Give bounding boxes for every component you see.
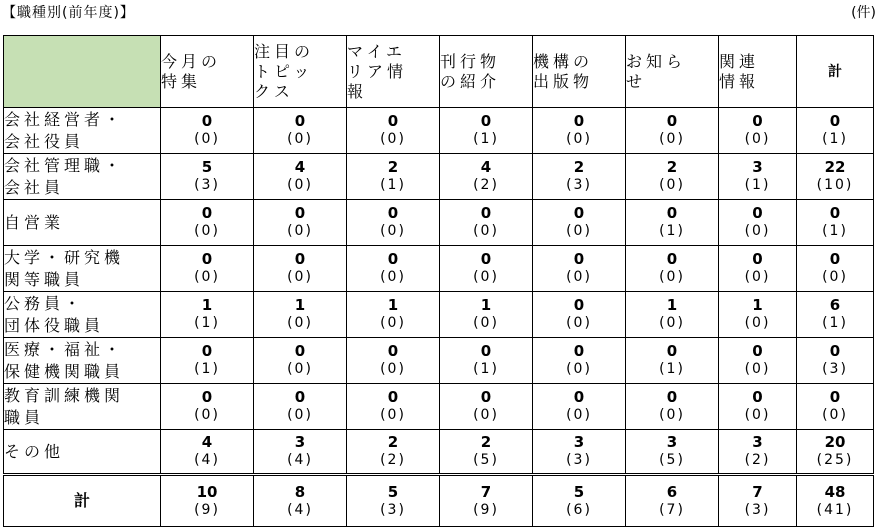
previous-count: (0) bbox=[744, 131, 771, 147]
row-label: 公務員・ 団体役職員 bbox=[4, 292, 161, 338]
row-label: 医療・福祉・ 保健機関職員 bbox=[4, 338, 161, 384]
current-count: 0 bbox=[387, 204, 399, 222]
previous-count: (0) bbox=[822, 407, 848, 423]
current-count: 1 bbox=[752, 296, 763, 314]
current-count: 2 bbox=[666, 158, 678, 176]
current-count: 6 bbox=[666, 482, 678, 501]
previous-count: (1) bbox=[380, 177, 406, 193]
data-cell bbox=[797, 338, 874, 384]
previous-count: (1) bbox=[473, 361, 499, 377]
row-label: 教育訓練機関 職員 bbox=[4, 384, 161, 430]
data-cell bbox=[161, 108, 254, 154]
current-count: 0 bbox=[829, 342, 841, 360]
data-cell bbox=[533, 246, 626, 292]
table-row bbox=[4, 338, 874, 384]
current-count: 0 bbox=[294, 204, 306, 222]
data-cell bbox=[533, 108, 626, 154]
current-count: 0 bbox=[829, 112, 841, 130]
current-count: 0 bbox=[752, 204, 763, 222]
row-label: その他 bbox=[4, 430, 161, 475]
previous-count: (6) bbox=[566, 501, 592, 518]
previous-count: (0) bbox=[744, 223, 771, 239]
column-header: 今月の 特集 bbox=[161, 36, 254, 108]
total-row-label: 計 bbox=[4, 475, 161, 527]
current-count: 0 bbox=[829, 204, 841, 222]
data-cell bbox=[533, 430, 626, 475]
previous-count: (41) bbox=[816, 501, 854, 518]
current-count: 2 bbox=[573, 158, 585, 176]
previous-count: (1) bbox=[659, 361, 685, 377]
previous-count: (0) bbox=[287, 315, 313, 331]
data-cell bbox=[440, 384, 533, 430]
data-cell bbox=[797, 108, 874, 154]
data-cell bbox=[161, 200, 254, 246]
previous-count: (1) bbox=[659, 223, 685, 239]
table-row bbox=[4, 108, 874, 154]
current-count: 0 bbox=[666, 250, 678, 268]
current-count: 4 bbox=[201, 433, 213, 451]
data-cell bbox=[254, 154, 347, 200]
row-label: 会社経営者・ 会社役員 bbox=[4, 108, 161, 154]
previous-count: (3) bbox=[380, 501, 406, 518]
table-row bbox=[4, 154, 874, 200]
previous-count: (5) bbox=[473, 452, 499, 468]
current-count: 0 bbox=[201, 388, 213, 406]
previous-count: (4) bbox=[287, 501, 313, 518]
previous-count: (0) bbox=[566, 407, 592, 423]
previous-count: (0) bbox=[380, 269, 406, 285]
previous-count: (2) bbox=[380, 452, 406, 468]
data-cell bbox=[719, 430, 797, 475]
current-count: 0 bbox=[752, 112, 763, 130]
previous-count: (10) bbox=[816, 177, 854, 193]
data-cell bbox=[161, 430, 254, 475]
data-cell bbox=[533, 384, 626, 430]
data-cell bbox=[254, 108, 347, 154]
current-count: 0 bbox=[829, 250, 841, 268]
previous-count: (0) bbox=[473, 269, 499, 285]
current-count: 1 bbox=[294, 296, 306, 314]
data-cell bbox=[719, 292, 797, 338]
previous-count: (0) bbox=[380, 407, 406, 423]
current-count: 0 bbox=[201, 204, 213, 222]
previous-count: (25) bbox=[816, 452, 854, 468]
previous-count: (0) bbox=[287, 361, 313, 377]
previous-count: (3) bbox=[566, 177, 592, 193]
data-cell bbox=[440, 200, 533, 246]
current-count: 20 bbox=[824, 433, 846, 451]
data-cell bbox=[347, 292, 440, 338]
current-count: 1 bbox=[666, 296, 678, 314]
current-count: 0 bbox=[573, 388, 585, 406]
current-count: 4 bbox=[294, 158, 306, 176]
header-row bbox=[4, 36, 874, 108]
data-cell bbox=[254, 200, 347, 246]
previous-count: (0) bbox=[287, 223, 313, 239]
previous-count: (0) bbox=[566, 131, 592, 147]
previous-count: (0) bbox=[473, 407, 499, 423]
current-count: 0 bbox=[201, 112, 213, 130]
previous-count: (1) bbox=[194, 315, 220, 331]
table-row bbox=[4, 430, 874, 475]
data-cell bbox=[440, 154, 533, 200]
data-cell bbox=[161, 475, 254, 527]
previous-count: (0) bbox=[287, 407, 313, 423]
current-count: 0 bbox=[573, 296, 585, 314]
previous-count: (1) bbox=[473, 131, 499, 147]
data-cell bbox=[347, 384, 440, 430]
previous-count: (0) bbox=[659, 269, 685, 285]
previous-count: (9) bbox=[194, 501, 220, 518]
current-count: 0 bbox=[480, 388, 492, 406]
data-cell bbox=[626, 338, 719, 384]
data-cell bbox=[347, 430, 440, 475]
previous-count: (0) bbox=[659, 177, 685, 193]
data-cell bbox=[797, 430, 874, 475]
previous-count: (1) bbox=[822, 131, 848, 147]
previous-count: (0) bbox=[194, 223, 220, 239]
data-cell bbox=[626, 200, 719, 246]
current-count: 2 bbox=[387, 158, 399, 176]
previous-count: (1) bbox=[194, 361, 220, 377]
previous-count: (0) bbox=[194, 269, 220, 285]
data-cell bbox=[626, 384, 719, 430]
table-row bbox=[4, 246, 874, 292]
statistics-table bbox=[3, 35, 874, 527]
data-cell bbox=[626, 108, 719, 154]
data-cell bbox=[797, 384, 874, 430]
table-row bbox=[4, 384, 874, 430]
data-cell bbox=[347, 200, 440, 246]
current-count: 8 bbox=[294, 482, 306, 501]
data-cell bbox=[440, 108, 533, 154]
data-cell bbox=[797, 475, 874, 527]
current-count: 3 bbox=[573, 433, 585, 451]
current-count: 0 bbox=[294, 250, 306, 268]
data-cell bbox=[626, 292, 719, 338]
data-cell bbox=[719, 154, 797, 200]
data-cell bbox=[719, 200, 797, 246]
current-count: 22 bbox=[824, 158, 846, 176]
row-label: 自営業 bbox=[4, 200, 161, 246]
data-cell bbox=[440, 338, 533, 384]
data-cell bbox=[254, 292, 347, 338]
previous-count: (7) bbox=[659, 501, 685, 518]
data-cell bbox=[440, 292, 533, 338]
data-cell bbox=[347, 338, 440, 384]
data-cell bbox=[533, 154, 626, 200]
previous-count: (0) bbox=[822, 269, 848, 285]
column-header: 注目の トピッ クス bbox=[254, 36, 347, 108]
current-count: 0 bbox=[480, 204, 492, 222]
current-count: 0 bbox=[573, 204, 585, 222]
current-count: 7 bbox=[480, 482, 492, 501]
data-cell bbox=[797, 292, 874, 338]
current-count: 0 bbox=[752, 342, 763, 360]
data-cell bbox=[797, 246, 874, 292]
previous-count: (0) bbox=[473, 315, 499, 331]
data-cell bbox=[161, 154, 254, 200]
data-cell bbox=[533, 475, 626, 527]
data-cell bbox=[719, 475, 797, 527]
data-cell bbox=[347, 108, 440, 154]
previous-count: (3) bbox=[566, 452, 592, 468]
corner-cell bbox=[4, 36, 161, 108]
table-title: 【職種別(前年度)】 bbox=[2, 5, 135, 21]
data-cell bbox=[161, 246, 254, 292]
previous-count: (1) bbox=[822, 315, 848, 331]
column-header: 機構の 出版物 bbox=[533, 36, 626, 108]
table-row bbox=[4, 292, 874, 338]
previous-count: (0) bbox=[380, 131, 406, 147]
row-label: 大学・研究機 関等職員 bbox=[4, 246, 161, 292]
previous-count: (0) bbox=[194, 407, 220, 423]
column-header-total: 計 bbox=[797, 36, 874, 108]
previous-count: (4) bbox=[194, 452, 220, 468]
data-cell bbox=[254, 246, 347, 292]
previous-count: (0) bbox=[566, 361, 592, 377]
data-cell bbox=[440, 475, 533, 527]
current-count: 5 bbox=[387, 482, 399, 501]
data-cell bbox=[719, 338, 797, 384]
current-count: 0 bbox=[387, 342, 399, 360]
current-count: 0 bbox=[829, 388, 841, 406]
column-header: 関連 情報 bbox=[719, 36, 797, 108]
current-count: 0 bbox=[480, 250, 492, 268]
current-count: 0 bbox=[294, 342, 306, 360]
data-cell bbox=[719, 108, 797, 154]
current-count: 0 bbox=[294, 112, 306, 130]
data-cell bbox=[161, 292, 254, 338]
table-row bbox=[4, 200, 874, 246]
previous-count: (4) bbox=[287, 452, 313, 468]
current-count: 0 bbox=[666, 204, 678, 222]
current-count: 0 bbox=[666, 388, 678, 406]
previous-count: (0) bbox=[744, 361, 771, 377]
previous-count: (0) bbox=[380, 361, 406, 377]
current-count: 0 bbox=[573, 112, 585, 130]
previous-count: (9) bbox=[473, 501, 499, 518]
current-count: 0 bbox=[480, 112, 492, 130]
current-count: 2 bbox=[480, 433, 492, 451]
data-cell bbox=[719, 246, 797, 292]
previous-count: (0) bbox=[287, 131, 313, 147]
data-cell bbox=[626, 246, 719, 292]
data-cell bbox=[440, 430, 533, 475]
current-count: 6 bbox=[829, 296, 841, 314]
current-count: 0 bbox=[387, 388, 399, 406]
previous-count: (0) bbox=[380, 223, 406, 239]
previous-count: (0) bbox=[659, 131, 685, 147]
current-count: 3 bbox=[666, 433, 678, 451]
previous-count: (0) bbox=[194, 131, 220, 147]
current-count: 5 bbox=[573, 482, 585, 501]
data-cell bbox=[161, 384, 254, 430]
current-count: 5 bbox=[201, 158, 213, 176]
current-count: 1 bbox=[387, 296, 399, 314]
column-header: マイエ リア情 報 bbox=[347, 36, 440, 108]
current-count: 0 bbox=[752, 250, 763, 268]
previous-count: (1) bbox=[822, 223, 848, 239]
current-count: 7 bbox=[752, 482, 763, 501]
data-cell bbox=[254, 430, 347, 475]
previous-count: (1) bbox=[744, 177, 771, 193]
data-cell bbox=[254, 384, 347, 430]
total-row bbox=[4, 475, 874, 527]
previous-count: (3) bbox=[822, 361, 848, 377]
unit-label: (件) bbox=[851, 5, 876, 21]
previous-count: (0) bbox=[380, 315, 406, 331]
current-count: 0 bbox=[201, 250, 213, 268]
current-count: 0 bbox=[387, 112, 399, 130]
current-count: 1 bbox=[480, 296, 492, 314]
previous-count: (0) bbox=[744, 315, 771, 331]
current-count: 2 bbox=[387, 433, 399, 451]
previous-count: (3) bbox=[744, 501, 771, 518]
current-count: 10 bbox=[196, 482, 218, 501]
current-count: 0 bbox=[294, 388, 306, 406]
data-cell bbox=[533, 200, 626, 246]
data-cell bbox=[797, 200, 874, 246]
previous-count: (2) bbox=[473, 177, 499, 193]
data-cell bbox=[347, 154, 440, 200]
previous-count: (0) bbox=[473, 223, 499, 239]
current-count: 0 bbox=[573, 342, 585, 360]
previous-count: (0) bbox=[744, 407, 771, 423]
previous-count: (0) bbox=[287, 177, 313, 193]
previous-count: (5) bbox=[659, 452, 685, 468]
current-count: 3 bbox=[752, 158, 763, 176]
row-label: 会社管理職・ 会社員 bbox=[4, 154, 161, 200]
previous-count: (2) bbox=[744, 452, 771, 468]
data-cell bbox=[626, 430, 719, 475]
previous-count: (0) bbox=[566, 269, 592, 285]
data-cell bbox=[626, 154, 719, 200]
previous-count: (0) bbox=[566, 315, 592, 331]
previous-count: (3) bbox=[194, 177, 220, 193]
current-count: 0 bbox=[666, 342, 678, 360]
current-count: 0 bbox=[573, 250, 585, 268]
previous-count: (0) bbox=[287, 269, 313, 285]
previous-count: (0) bbox=[744, 269, 771, 285]
data-cell bbox=[533, 292, 626, 338]
previous-count: (0) bbox=[566, 223, 592, 239]
previous-count: (0) bbox=[659, 407, 685, 423]
current-count: 1 bbox=[201, 296, 213, 314]
data-cell bbox=[440, 246, 533, 292]
data-cell bbox=[347, 475, 440, 527]
data-cell bbox=[161, 338, 254, 384]
data-cell bbox=[347, 246, 440, 292]
data-cell bbox=[533, 338, 626, 384]
column-header: 刊行物 の紹介 bbox=[440, 36, 533, 108]
current-count: 3 bbox=[752, 433, 763, 451]
data-cell bbox=[254, 475, 347, 527]
current-count: 0 bbox=[480, 342, 492, 360]
previous-count: (0) bbox=[659, 315, 685, 331]
data-cell bbox=[719, 384, 797, 430]
current-count: 3 bbox=[294, 433, 306, 451]
current-count: 0 bbox=[201, 342, 213, 360]
current-count: 0 bbox=[752, 388, 763, 406]
column-header: お知ら せ bbox=[626, 36, 719, 108]
data-cell bbox=[254, 338, 347, 384]
current-count: 4 bbox=[480, 158, 492, 176]
data-cell bbox=[797, 154, 874, 200]
current-count: 0 bbox=[387, 250, 399, 268]
data-cell bbox=[626, 475, 719, 527]
current-count: 0 bbox=[666, 112, 678, 130]
current-count: 48 bbox=[824, 482, 846, 501]
